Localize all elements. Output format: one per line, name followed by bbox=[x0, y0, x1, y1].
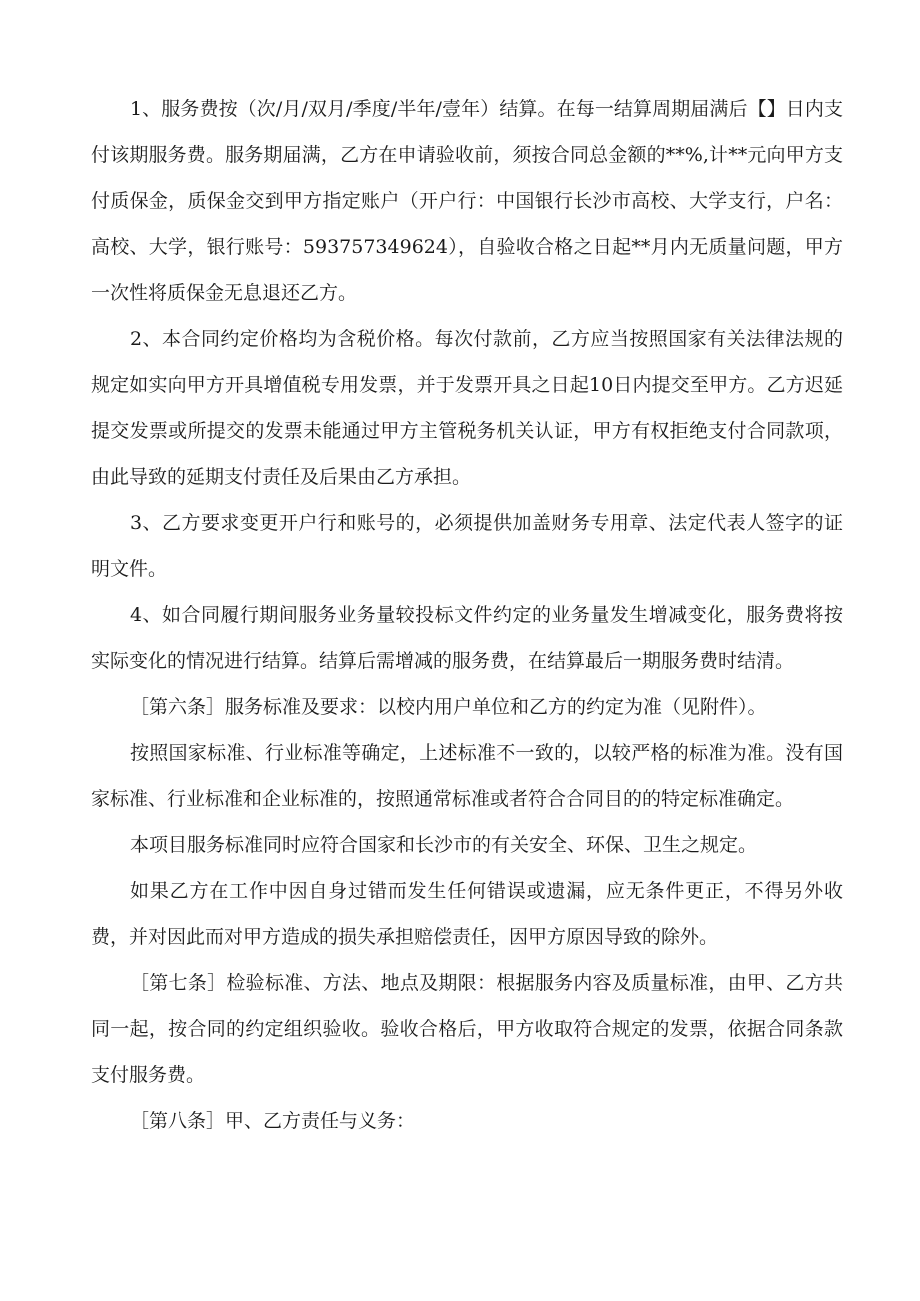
standard-clause-2 bbox=[91, 822, 843, 868]
paragraph-text: 甲、乙方责任与义务： bbox=[225, 1110, 416, 1132]
article-label: ［第六条］ bbox=[130, 696, 226, 718]
article-8 bbox=[91, 1098, 843, 1144]
standard-clause-3 bbox=[91, 868, 843, 960]
article-6 bbox=[91, 684, 843, 730]
paragraph-text: 检验标准、方法、地点及期限：根据服务内容及质量标准，由甲、乙方共同一起，按合同的约定组织验收。验收合格后，甲方收取符合规定的发票，依据合同条款支付服务费。 bbox=[91, 972, 843, 1086]
paragraph-text: 2、本合同约定价格均为含税价格。每次付款前，乙方应当按照国家有关法律法规的规定如实向甲方开具增值税专用发票，并于发票开具之日起10日内提交至甲方。乙方迟延提交发票或所提交的发票未能通过甲方主管税务机关认证，甲方有权拒绝支付合同款项，由此导致的延期支付责任及后果由乙方承担。 bbox=[91, 328, 843, 488]
paragraph-text: 3、乙方要求变更开户行和账号的，必须提供加盖财务专用章、法定代表人签字的证明文件。 bbox=[91, 512, 843, 580]
article-label: ［第七条］ bbox=[130, 972, 227, 994]
document-body bbox=[91, 86, 843, 1144]
payment-clause-3 bbox=[91, 500, 843, 592]
article-7 bbox=[91, 960, 843, 1098]
paragraph-text: 4、如合同履行期间服务业务量较投标文件约定的业务量发生增减变化，服务费将按实际变化的情况进行结算。结算后需增减的服务费，在结算最后一期服务费时结清。 bbox=[91, 604, 843, 672]
paragraph-text: 如果乙方在工作中因自身过错而发生任何错误或遗漏，应无条件更正，不得另外收费，并对因此而对甲方造成的损失承担赔偿责任，因甲方原因导致的除外。 bbox=[91, 880, 843, 948]
paragraph-text: 1、服务费按（次/月/双月/季度/半年/壹年）结算。在每一结算周期届满后【】日内支付该期服务费。服务期届满，乙方在申请验收前，须按合同总金额的**%,计**元向甲方支付质保金，质保金交到甲方指定账户（开户行：中国银行长沙市高校、大学支行，户名：高校、大学，银行账号：593757349624），自验收合格之日起**月内无质量问题，甲方一次性将质保金无息退还乙方。 bbox=[91, 98, 843, 304]
payment-clause-2 bbox=[91, 316, 843, 500]
payment-clause-4 bbox=[91, 592, 843, 684]
payment-clause-1 bbox=[91, 86, 843, 316]
paragraph-text: 本项目服务标准同时应符合国家和长沙市的有关安全、环保、卫生之规定。 bbox=[130, 834, 758, 856]
paragraph-text: 按照国家标准、行业标准等确定，上述标准不一致的，以较严格的标准为准。没有国家标准、行业标准和企业标准的，按照通常标准或者符合合同目的的特定标准确定。 bbox=[91, 742, 843, 810]
paragraph-text: 服务标准及要求：以校内用户单位和乙方的约定为准（见附件）。 bbox=[225, 696, 767, 718]
article-label: ［第八条］ bbox=[130, 1110, 226, 1132]
standard-clause-1 bbox=[91, 730, 843, 822]
